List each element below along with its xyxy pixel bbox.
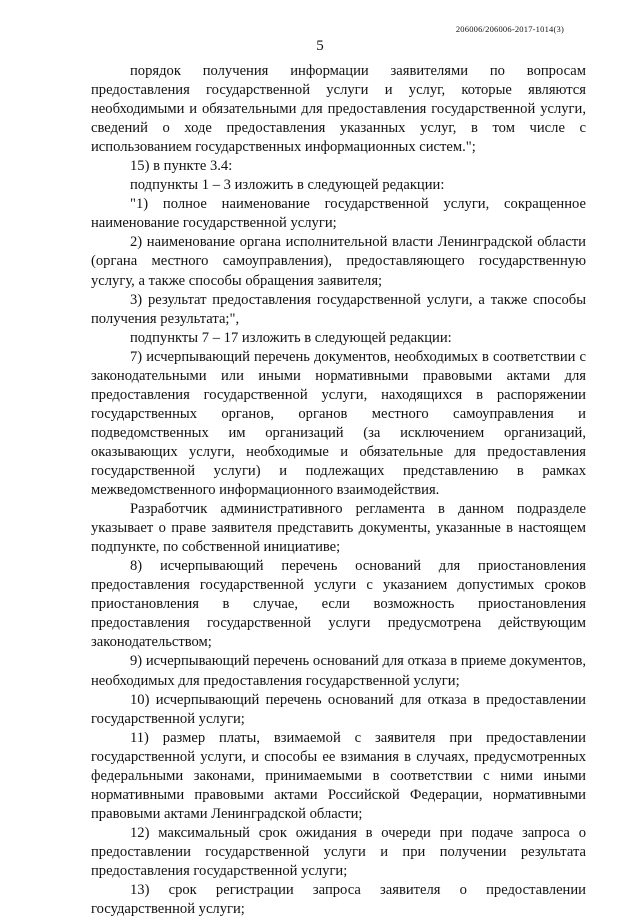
paragraph-subitem-9: 9) исчерпывающий перечень оснований для отказа в приеме документов, необходимых для предоставления государственной услуги; (91, 653, 586, 689)
paragraph-subitem-12: 12) максимальный срок ожидания в очереди при подаче запроса о предоставлении государственной услуги и при получении результата предоставления государственной услуги; (91, 824, 586, 879)
paragraph-item-15: 15) в пункте 3.4: (130, 158, 233, 175)
paragraph-info-procedure: порядок получения информации заявителями по вопросам предоставления государственной услуги и услуг, которые являются необходимыми и обязательными для предоставления государственной услуги, сведений о ходе предоставления указанных услуг, в том числе с использованием государственных информационных систем."; (91, 63, 586, 156)
paragraph-subitem-7: 7) исчерпывающий перечень документов, необходимых в соответствии с законодательными или иными нормативными правовыми актами для предоставления государственной услуги, находящихся в распоряжении государственных органов, органов местного самоуправления и подведомственных им организаций (за исключением организаций, оказывающих услуги, необходимые и обязательные для предоставления государственной услуги) и подлежащих представлению в рамках межведомственного информационного взаимодействия. (91, 348, 586, 499)
paragraph-subitem-1: "1) полное наименование государственной услуги, сокращенное наименование государственной услуги; (91, 196, 586, 232)
paragraph-subitem-2: 2) наименование органа исполнительной власти Ленинградской области (органа местного самоуправления), предоставляющего государственную услугу, а также способы обращения заявителя; (91, 234, 586, 289)
page-number: 5 (316, 38, 324, 54)
paragraph-subitem-8: 8) исчерпывающий перечень оснований для приостановления предоставления государственной услуги с указанием допустимых сроков приостановления в случае, если возможность приостановления предоставления государственной услуги предусмотрена действующим законодательством; (91, 558, 586, 651)
paragraph-subitem-11: 11) размер платы, взимаемой с заявителя при предоставлении государственной услуги, и способы ее взимания в случаях, предусмотренных федеральными законами, принимаемыми в соответствии с ними иными нормативными правовыми актами Российской Федерации, нормативными правовыми актами Ленинградской области; (91, 729, 586, 822)
paragraph-subitems-7-17: подпункты 7 – 17 изложить в следующей редакции: (130, 329, 452, 346)
paragraph-subitems-1-3: подпункты 1 – 3 изложить в следующей редакции: (130, 177, 445, 194)
paragraph-subitem-10: 10) исчерпывающий перечень оснований для отказа в предоставлении государственной услуги; (91, 691, 586, 727)
paragraph-subitem-3: 3) результат предоставления государственной услуги, а также способы получения результата;", (91, 291, 586, 327)
document-registration-code: 206006/206006-2017-1014(3) (455, 24, 564, 34)
paragraph-developer-note: Разработчик административного регламента в данном подразделе указывает о праве заявителя представить документы, указанные в настоящем подпункте, по собственной инициативе; (91, 501, 586, 556)
document-body (91, 62, 586, 919)
paragraph-subitem-13: 13) срок регистрации запроса заявителя о предоставлении государственной услуги; (91, 882, 586, 918)
